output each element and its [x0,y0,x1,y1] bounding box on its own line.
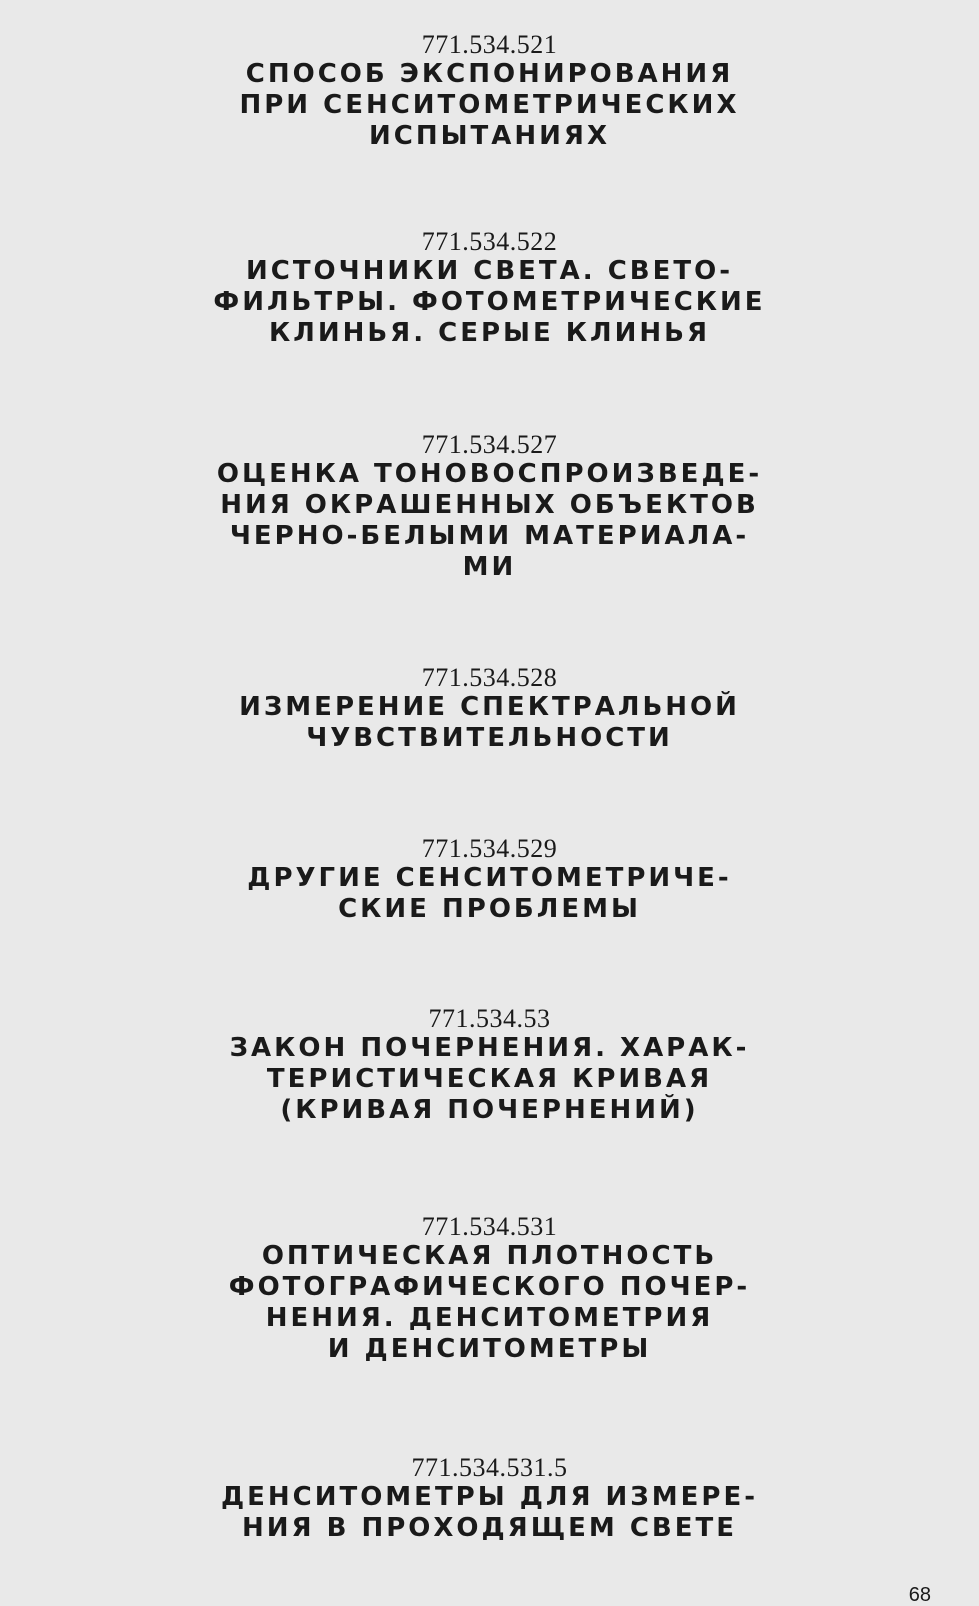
classification-entry [0,1005,979,1126]
classification-code: 771.534.528 [421,663,558,692]
entry-title-line: СПОСОБ ЭКСПОНИРОВАНИЯ [245,59,734,89]
classification-entry [0,431,979,583]
entry-title-line: НЕНИЯ. ДЕНСИТОМЕТРИЯ [265,1303,714,1333]
classification-code: 771.534.531.5 [411,1453,568,1482]
classification-entry [0,228,979,349]
entry-title-line: И ДЕНСИТОМЕТРЫ [327,1334,652,1364]
entry-title-line: ФОТОГРАФИЧЕСКОГО ПОЧЕР- [228,1272,751,1302]
entry-title-line: ОПТИЧЕСКАЯ ПЛОТНОСТЬ [261,1241,718,1271]
entry-title-line: ИСПЫТАНИЯХ [369,121,610,151]
entry-title-line: ИСТОЧНИКИ СВЕТА. СВЕТО- [245,256,733,286]
classification-code: 771.534.53 [428,1004,551,1033]
entry-title-line: ФИЛЬТРЫ. ФОТОМЕТРИЧЕСКИЕ [213,287,766,317]
classification-code: 771.534.527 [421,430,558,459]
entry-title-line: ДРУГИЕ СЕНСИТОМЕТРИЧЕ- [247,863,732,893]
classification-code: 771.534.522 [421,227,558,256]
entry-title-line: (КРИВАЯ ПОЧЕРНЕНИЙ) [280,1095,699,1125]
entry-title-line: ЗАКОН ПОЧЕРНЕНИЯ. ХАРАК- [229,1033,750,1063]
entry-title-line: КЛИНЬЯ. СЕРЫЕ КЛИНЬЯ [269,318,710,348]
entry-title-line: ПРИ СЕНСИТОМЕТРИЧЕСКИХ [239,90,740,120]
entry-title-line: МИ [462,552,517,582]
classification-entry [0,835,979,925]
entry-title-line: ДЕНСИТОМЕТРЫ ДЛЯ ИЗМЕРЕ- [220,1482,759,1512]
entry-title-line: НИЯ ОКРАШЕННЫХ ОБЪЕКТОВ [220,490,759,520]
classification-entry [0,31,979,152]
entry-title-line: ЧЕРНО-БЕЛЫМИ МАТЕРИАЛА- [229,521,750,551]
classification-entry [0,664,979,754]
classification-code: 771.534.521 [421,30,558,59]
classification-code: 771.534.529 [421,834,558,863]
entry-title-line: ТЕРИСТИЧЕСКАЯ КРИВАЯ [266,1064,713,1094]
entry-title-line: ОЦЕНКА ТОНОВОСПРОИЗВЕДЕ- [216,459,763,489]
entry-title-line: ЧУВСТВИТЕЛЬНОСТИ [306,723,673,753]
classification-code: 771.534.531 [421,1212,558,1241]
entry-title-line: СКИЕ ПРОБЛЕМЫ [338,894,641,924]
classification-entry [0,1454,979,1544]
page-number: 68 [908,1584,931,1606]
classification-entry [0,1213,979,1365]
entry-title-line: НИЯ В ПРОХОДЯЩЕМ СВЕТЕ [241,1513,737,1543]
entry-title-line: ИЗМЕРЕНИЕ СПЕКТРАЛЬНОЙ [239,692,740,722]
